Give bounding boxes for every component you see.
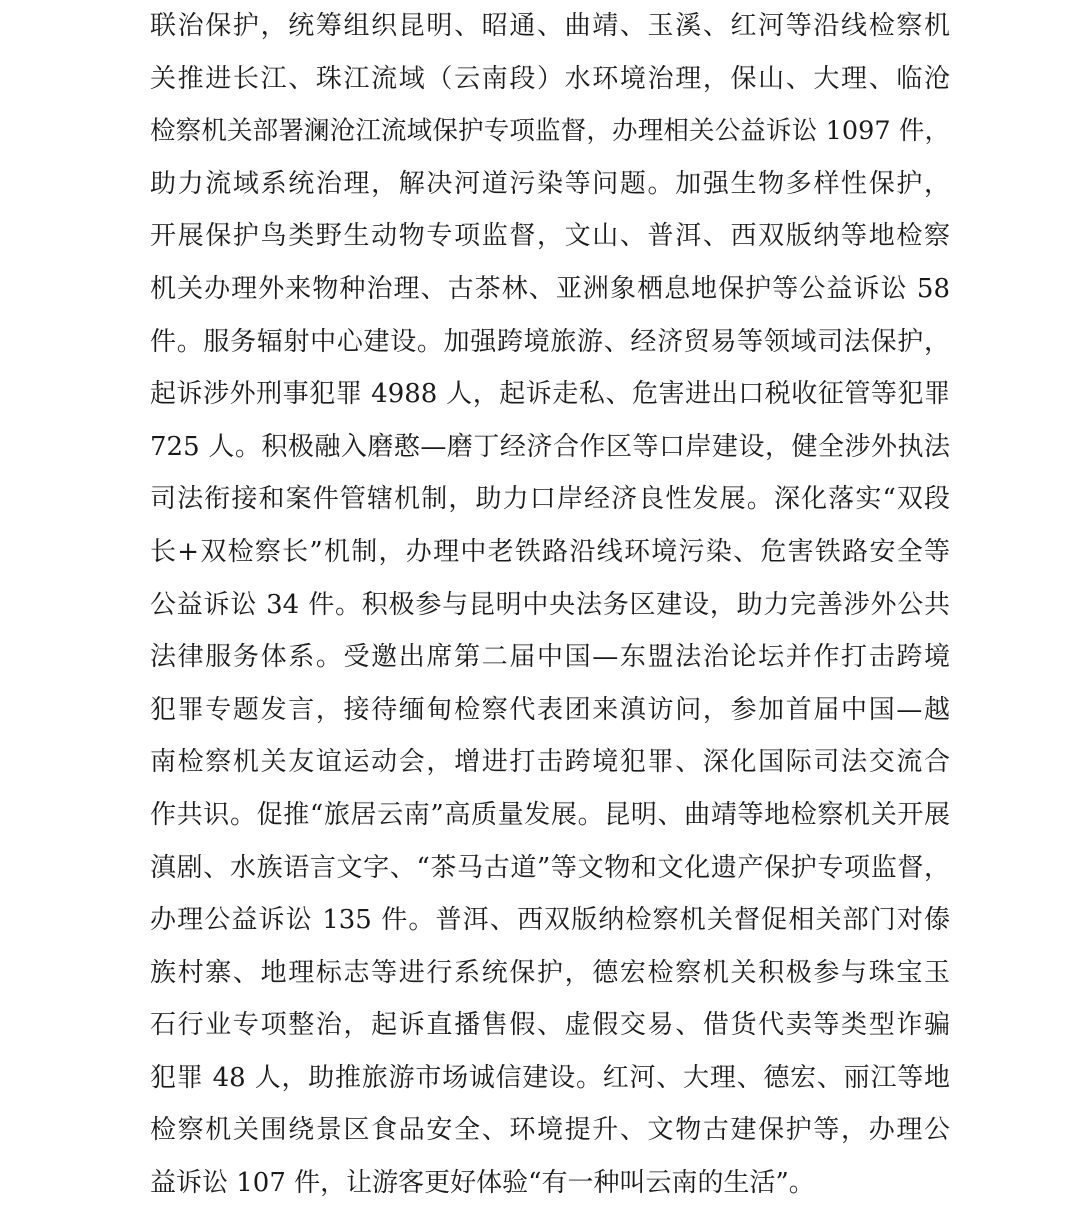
text-line: 司法衔接和案件管辖机制，助力口岸经济良性发展。深化落实“双段 [150,484,950,515]
text-line: 件。服务辐射中心建设。加强跨境旅游、经济贸易等领域司法保护， [150,326,950,357]
text-line-last: 益诉讼 107 件，让游客更好体验“有一种叫云南的生活”。 [150,1168,815,1199]
text-line: 关推进长江、珠江流域（云南段）水环境治理，保山、大理、临沧 [150,63,950,94]
text-line: 滇剧、水族语言文字、“茶马古道”等文物和文化遗产保护专项监督， [150,852,950,883]
text-line: 起诉涉外刑事犯罪 4988 人，起诉走私、危害进出口税收征管等犯罪 [150,379,950,410]
text-line: 南检察机关友谊运动会，增进打击跨境犯罪、深化国际司法交流合 [150,747,950,778]
text-line: 联治保护，统筹组织昆明、昭通、曲靖、玉溪、红河等沿线检察机 [150,11,950,41]
text-line: 犯罪专题发言，接待缅甸检察代表团来滇访问，参加首届中国—越 [150,694,950,725]
text-line: 作共识。促推“旅居云南”高质量发展。昆明、曲靖等地检察机关开展 [150,799,950,830]
text-line: 725 人。积极融入磨憨—磨丁经济合作区等口岸建设，健全涉外执法 [150,431,950,462]
text-line: 法律服务体系。受邀出席第二届中国—东盟法治论坛并作打击跨境 [150,642,950,673]
text-line: 检察机关围绕景区食品安全、环境提升、文物古建保护等，办理公 [150,1115,950,1146]
body-paragraph [150,5,950,1215]
text-line: 办理公益诉讼 135 件。普洱、西双版纳检察机关督促相关部门对傣 [150,905,950,936]
text-line: 助力流域系统治理，解决河道污染等问题。加强生物多样性保护， [150,168,950,199]
text-line: 检察机关部署澜沧江流域保护专项监督，办理相关公益诉讼 1097 件， [150,116,950,147]
text-line: 开展保护鸟类野生动物专项监督，文山、普洱、西双版纳等地检察 [150,221,950,252]
text-line: 族村寨、地理标志等进行系统保护，德宏检察机关积极参与珠宝玉 [150,957,950,988]
text-line: 机关办理外来物种治理、古茶林、亚洲象栖息地保护等公益诉讼 58 [150,273,950,304]
text-line: 犯罪 48 人，助推旅游市场诚信建设。红河、大理、德宏、丽江等地 [150,1062,950,1093]
text-line: 石行业专项整治，起诉直播售假、虚假交易、借货代卖等类型诈骗 [150,1010,950,1041]
text-line: 公益诉讼 34 件。积极参与昆明中央法务区建设，助力完善涉外公共 [150,589,950,620]
text-line: 长+双检察长”机制，办理中老铁路沿线环境污染、危害铁路安全等 [150,536,950,567]
